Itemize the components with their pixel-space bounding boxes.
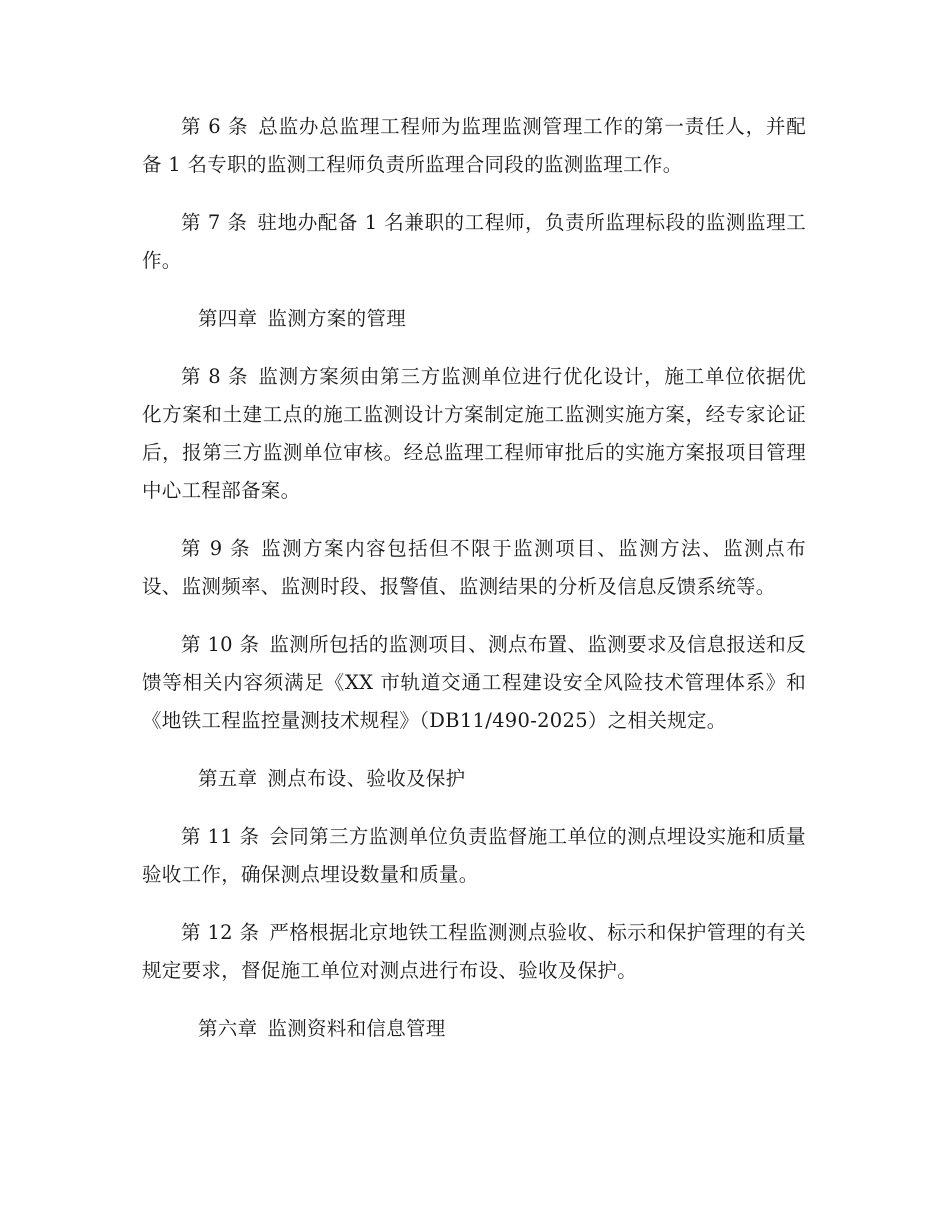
article-number: 第 10 条 [181, 633, 260, 656]
article-12 [142, 914, 806, 990]
article-text: 驻地办配备 1 名兼职的工程师，负责所监理标段的监测监理工作。 [142, 211, 806, 272]
chapter-title: 监测方案的管理 [267, 307, 407, 330]
article-text: 监测所包括的监测项目、测点布置、监测要求及信息报送和反馈等相关内容须满足《XX 市轨道交通工程建设安全风险技术管理体系》和《地铁工程监控量测技术规程》（DB11/490-2025）之相关规定。 [142, 633, 806, 732]
chapter-number: 第六章 [198, 1017, 258, 1040]
article-9 [142, 530, 806, 606]
article-number: 第 11 条 [181, 825, 260, 848]
article-text: 监测方案须由第三方监测单位进行优化设计，施工单位依据优化方案和土建工点的施工监测设计方案制定施工监测实施方案，经专家论证后，报第三方监测单位审核。经总监理工程师审批后的实施方案报项目管理中心工程部备案。 [142, 365, 806, 502]
chapter-5-heading [142, 760, 806, 798]
chapter-title: 监测资料和信息管理 [267, 1017, 446, 1040]
article-number: 第 9 条 [181, 537, 252, 560]
article-11 [142, 818, 806, 894]
article-number: 第 8 条 [181, 365, 249, 388]
article-8 [142, 358, 806, 510]
chapter-title: 测点布设、验收及保护 [267, 767, 466, 790]
chapter-6-heading [142, 1010, 806, 1048]
chapter-4-heading [142, 300, 806, 338]
article-7 [142, 204, 806, 280]
article-number: 第 6 条 [181, 115, 249, 138]
article-text: 总监办总监理工程师为监理监测管理工作的第一责任人，并配备 1 名专职的监测工程师负责所监理合同段的监测监理工作。 [142, 115, 806, 176]
article-number: 第 7 条 [181, 211, 248, 234]
article-text: 严格根据北京地铁工程监测测点验收、标示和保护管理的有关规定要求，督促施工单位对测点进行布设、验收及保护。 [142, 921, 806, 982]
article-10 [142, 626, 806, 740]
article-number: 第 12 条 [181, 921, 260, 944]
article-text: 监测方案内容包括但不限于监测项目、监测方法、监测点布设、监测频率、监测时段、报警值、监测结果的分析及信息反馈系统等。 [142, 537, 806, 598]
chapter-number: 第五章 [198, 767, 258, 790]
article-text: 会同第三方监测单位负责监督施工单位的测点埋设实施和质量验收工作，确保测点埋设数量和质量。 [142, 825, 806, 886]
chapter-number: 第四章 [198, 307, 258, 330]
article-6 [142, 108, 806, 184]
document-page [142, 108, 806, 1068]
